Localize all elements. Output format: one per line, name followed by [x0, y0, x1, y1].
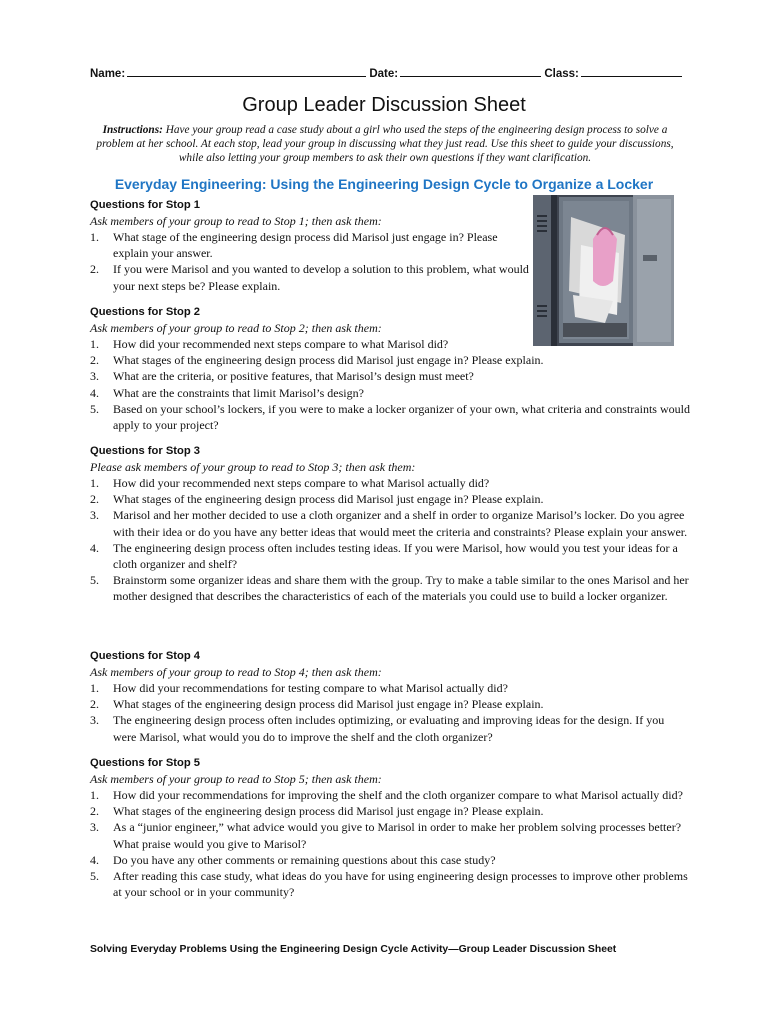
name-blank: [127, 66, 366, 77]
question-number: 5.: [90, 869, 99, 884]
case-study-subtitle: Everyday Engineering: Using the Engineering Design Cycle to Organize a Locker: [114, 176, 654, 192]
question-text: How did your recommendations for improving the shelf and the cloth organizer compare to what Marisol actually did?: [113, 788, 683, 802]
question-text: Marisol and her mother decided to use a cloth organizer and a shelf in order to organize Marisol’s locker. Do you agree with their idea or do you have any better ideas that would meet the criteria and constraints? Please explain your answer.: [113, 508, 688, 539]
date-label: Date:: [369, 68, 399, 80]
stop-2-section: [90, 305, 690, 433]
question-text: The engineering design process often includes testing ideas. If you were Marisol, how would you test your ideas for a cloth organizer and shelf?: [113, 540, 678, 572]
question-number: 3.: [90, 369, 99, 384]
question-number: 4.: [90, 385, 99, 400]
question-item: [90, 572, 690, 604]
question-item: [90, 540, 690, 572]
question-list: [90, 229, 530, 294]
question-list: [90, 336, 690, 433]
section-prompt: Please ask members of your group to read to Stop 3; then ask them:: [90, 460, 416, 474]
name-label: Name:: [90, 68, 126, 80]
question-text: What stages of the engineering design process did Marisol just engage in? Please explain.: [113, 697, 544, 712]
section-heading: Questions for Stop 4: [90, 650, 201, 662]
question-number: 1.: [90, 230, 99, 244]
question-item: [90, 787, 690, 803]
question-number: 1.: [90, 681, 99, 695]
question-text: What are the criteria, or positive features, that Marisol’s design must meet?: [113, 369, 474, 384]
question-item: [90, 491, 690, 507]
question-item: [90, 261, 530, 293]
question-item: [90, 852, 690, 868]
question-number: 5.: [90, 401, 99, 416]
page-title: Group Leader Discussion Sheet: [242, 94, 526, 116]
section-prompt: Ask members of your group to read to Stop 2; then ask them:: [90, 321, 382, 335]
class-blank: [581, 66, 682, 77]
question-item: [90, 336, 690, 352]
question-text: How did your recommended next steps compare to what Marisol did?: [113, 337, 449, 351]
question-text: Do you have any other comments or remaining questions about this case study?: [113, 852, 496, 867]
question-list: [90, 680, 690, 745]
question-text: If you were Marisol and you wanted to develop a solution to this problem, what would your next steps be? Please explain.: [113, 262, 529, 293]
question-text: Based on your school’s lockers, if you were to make a locker organizer of your own, what criteria and constraints would apply to your project?: [113, 401, 690, 433]
stop-1-section: [90, 198, 530, 294]
section-prompt: Ask members of your group to read to Stop 5; then ask them:: [90, 772, 382, 786]
question-item: [90, 229, 530, 261]
question-item: [90, 696, 690, 712]
question-number: 3.: [90, 713, 99, 728]
question-item: [90, 352, 690, 368]
question-number: 4.: [90, 852, 99, 867]
question-number: 2.: [90, 492, 99, 507]
instructions: [90, 123, 680, 166]
question-item: [90, 368, 690, 384]
student-info-line: [90, 66, 690, 80]
stop-4-section: [90, 649, 690, 745]
section-heading: Questions for Stop 2: [90, 306, 201, 318]
question-item: [90, 712, 690, 744]
question-text: What stages of the engineering design process did Marisol just engage in? Please explain.: [113, 804, 544, 819]
question-number: 1.: [90, 337, 99, 351]
question-item: [90, 385, 690, 401]
class-label: Class:: [544, 68, 579, 80]
question-text: What stage of the engineering design process did Marisol just engage in? Please explain your answer.: [113, 230, 498, 261]
question-item: [90, 819, 690, 851]
instructions-text: Have your group read a case study about a girl who used the steps of the engineering design process to solve a problem at her school. At each stop, lead your group in discussing what they just read. Use this sheet to guide your discussions, while also letting your group members to ask their own questions if they want clarification.: [96, 124, 674, 165]
question-item: [90, 803, 690, 819]
question-text: Brainstorm some organizer ideas and share them with the group. Try to make a table similar to the ones Marisol and her mother designed that describes the characteristics of each of the materials you could use to build a locker organizer.: [113, 573, 689, 604]
question-number: 3.: [90, 508, 99, 523]
stop-3-section: [90, 444, 690, 605]
question-text: What are the constraints that limit Marisol’s design?: [113, 385, 364, 400]
question-number: 2.: [90, 697, 99, 712]
question-item: [90, 680, 690, 696]
question-item: [90, 507, 690, 539]
question-number: 2.: [90, 804, 99, 819]
question-text: As a “junior engineer,” what advice would you give to Marisol in order to make her problem solving processes better? What praise would you give to Marisol?: [113, 820, 682, 851]
question-item: [90, 475, 690, 491]
section-heading: Questions for Stop 3: [90, 445, 201, 457]
question-text: What stages of the engineering design process did Marisol just engage in? Please explain.: [113, 353, 544, 368]
question-text: What stages of the engineering design process did Marisol just engage in? Please explain.: [113, 492, 544, 507]
question-number: 1.: [90, 476, 99, 490]
question-text: After reading this case study, what ideas do you have for using engineering design processes to improve other problems at your school or in your community?: [113, 869, 688, 900]
question-list: [90, 787, 690, 900]
date-blank: [400, 66, 541, 77]
question-number: 3.: [90, 820, 99, 835]
question-number: 4.: [90, 540, 99, 555]
section-heading: Questions for Stop 1: [90, 199, 201, 211]
section-prompt: Ask members of your group to read to Stop 4; then ask them:: [90, 665, 382, 679]
page-footer: Solving Everyday Problems Using the Engineering Design Cycle Activity—Group Leader Discussion Sheet: [90, 944, 617, 955]
stop-5-section: [90, 756, 690, 900]
question-list: [90, 475, 690, 605]
question-number: 5.: [90, 573, 99, 588]
question-item: [90, 868, 690, 900]
question-number: 1.: [90, 788, 99, 802]
question-number: 2.: [90, 262, 99, 277]
question-text: The engineering design process often includes optimizing, or evaluating and improving ideas for the design. If you were Marisol, what would you do to improve the shelf and the cloth organizer?: [113, 713, 665, 744]
section-heading: Questions for Stop 5: [90, 757, 201, 769]
section-prompt: Ask members of your group to read to Stop 1; then ask them:: [90, 214, 382, 228]
question-text: How did your recommendations for testing compare to what Marisol actually did?: [113, 681, 508, 695]
question-item: [90, 401, 690, 433]
question-number: 2.: [90, 353, 99, 368]
instructions-lead: Instructions:: [102, 124, 163, 136]
question-text: How did your recommended next steps compare to what Marisol actually did?: [113, 476, 490, 490]
